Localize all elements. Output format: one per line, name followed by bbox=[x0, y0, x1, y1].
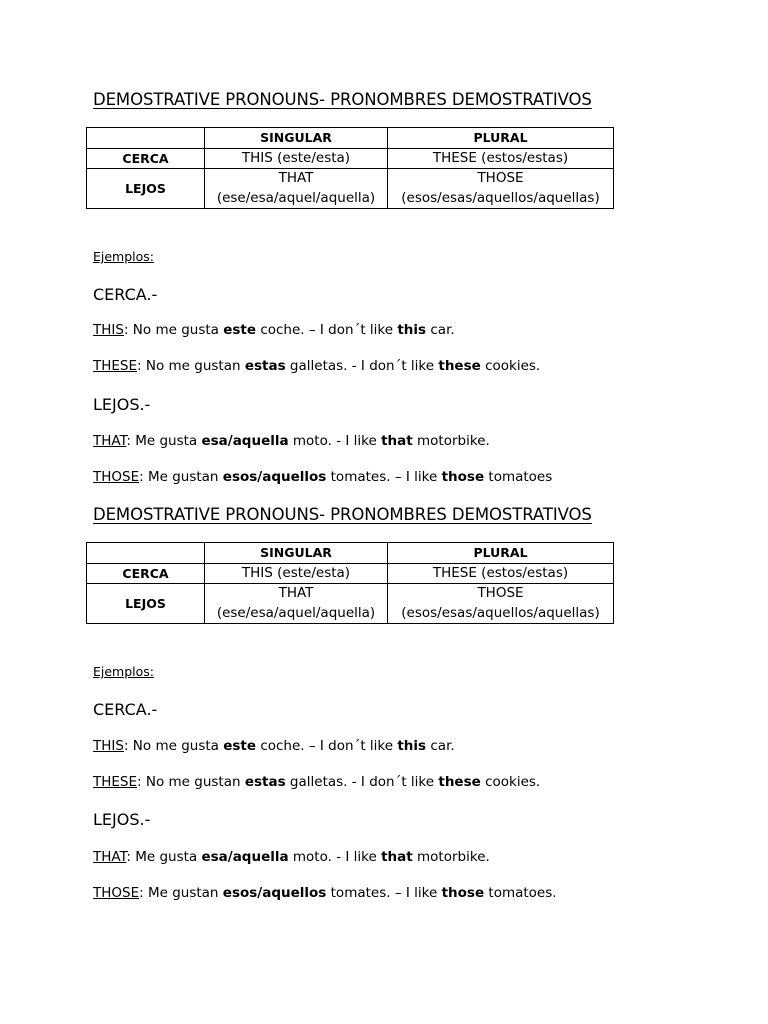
far-heading: LEJOS.- bbox=[93, 810, 151, 829]
example-text: car. bbox=[426, 738, 455, 754]
example-label: THIS bbox=[93, 738, 124, 754]
example-text: motorbike. bbox=[412, 849, 490, 865]
example-this bbox=[93, 322, 455, 338]
example-text: : No me gustan bbox=[137, 774, 245, 790]
example-bold: estas bbox=[244, 774, 286, 790]
cell-singular-near: THIS (este/esta) bbox=[205, 148, 388, 169]
example-text: : No me gustan bbox=[137, 358, 245, 374]
cell-line: (esos/esas/aquellos/aquellas) bbox=[401, 189, 600, 206]
cell-singular-near: THIS (este/esta) bbox=[205, 563, 388, 584]
table-header-row bbox=[87, 128, 614, 149]
table-header-empty bbox=[87, 128, 205, 149]
example-text: : Me gusta bbox=[126, 433, 202, 449]
page-title: DEMOSTRATIVE PRONOUNS- PRONOMBRES DEMOSTRATIVOS bbox=[93, 505, 592, 524]
example-bold: those bbox=[441, 885, 485, 901]
example-bold: this bbox=[397, 322, 427, 338]
example-those bbox=[93, 469, 552, 485]
example-bold: esa/aquella bbox=[201, 433, 289, 449]
cell-line: THOSE bbox=[477, 585, 524, 601]
cell-plural-far bbox=[388, 169, 614, 209]
cell-line: THOSE bbox=[477, 170, 524, 186]
cell-line: THAT bbox=[278, 585, 314, 601]
example-text: coche. – I don´t like bbox=[256, 738, 398, 754]
cell-line: THAT bbox=[278, 170, 314, 186]
example-text: cookies. bbox=[480, 774, 541, 790]
example-text: tomates. – I like bbox=[326, 885, 442, 901]
cell-line: (ese/esa/aquel/aquella) bbox=[216, 604, 376, 621]
near-heading: CERCA.- bbox=[93, 700, 158, 719]
example-bold: estas bbox=[244, 358, 286, 374]
row-label-lejos: LEJOS bbox=[87, 169, 205, 209]
example-bold: esos/aquellos bbox=[222, 469, 327, 485]
example-label: THAT bbox=[93, 849, 127, 865]
row-label-lejos: LEJOS bbox=[87, 584, 205, 624]
example-bold: esos/aquellos bbox=[222, 885, 327, 901]
example-bold: those bbox=[441, 469, 485, 485]
page-title: DEMOSTRATIVE PRONOUNS- PRONOMBRES DEMOSTRATIVOS bbox=[93, 90, 592, 109]
cell-line: (ese/esa/aquel/aquella) bbox=[216, 189, 376, 206]
example-text: : Me gustan bbox=[139, 469, 223, 485]
example-text: galletas. - I don´t like bbox=[285, 774, 439, 790]
example-text: motorbike. bbox=[412, 433, 490, 449]
example-these bbox=[93, 774, 540, 790]
examples-label: Ejemplos: bbox=[93, 664, 155, 679]
example-these bbox=[93, 358, 540, 374]
example-that bbox=[93, 849, 490, 865]
cell-plural-near: THESE (estos/estas) bbox=[388, 148, 614, 169]
table-header-singular: SINGULAR bbox=[205, 543, 388, 564]
example-text: : Me gusta bbox=[126, 849, 202, 865]
table-header-plural: PLURAL bbox=[388, 543, 614, 564]
table-header-empty bbox=[87, 543, 205, 564]
example-text: cookies. bbox=[480, 358, 541, 374]
example-those bbox=[93, 885, 557, 901]
example-label: THIS bbox=[93, 322, 124, 338]
far-heading: LEJOS.- bbox=[93, 395, 151, 414]
cell-singular-far bbox=[205, 584, 388, 624]
example-label: THAT bbox=[93, 433, 127, 449]
example-text: car. bbox=[426, 322, 455, 338]
example-bold: these bbox=[438, 774, 481, 790]
table-header-singular: SINGULAR bbox=[205, 128, 388, 149]
table-row bbox=[87, 148, 614, 169]
example-bold: that bbox=[381, 433, 413, 449]
row-label-cerca: CERCA bbox=[87, 148, 205, 169]
example-bold: these bbox=[438, 358, 481, 374]
example-text: : Me gustan bbox=[139, 885, 223, 901]
example-label: THOSE bbox=[93, 469, 140, 485]
example-label: THESE bbox=[93, 358, 138, 374]
examples-label: Ejemplos: bbox=[93, 249, 155, 264]
table-row bbox=[87, 169, 614, 209]
example-bold: este bbox=[223, 738, 257, 754]
example-text: : No me gusta bbox=[123, 738, 224, 754]
pronoun-table bbox=[86, 127, 614, 209]
cell-singular-far bbox=[205, 169, 388, 209]
example-text: tomatoes. bbox=[484, 885, 557, 901]
example-text: moto. - I like bbox=[288, 849, 382, 865]
table-row bbox=[87, 563, 614, 584]
example-label: THOSE bbox=[93, 885, 140, 901]
table-header-row bbox=[87, 543, 614, 564]
example-text: galletas. - I don´t like bbox=[285, 358, 439, 374]
example-bold: that bbox=[381, 849, 413, 865]
example-text: tomates. – I like bbox=[326, 469, 442, 485]
example-bold: este bbox=[223, 322, 257, 338]
example-bold: this bbox=[397, 738, 427, 754]
example-label: THESE bbox=[93, 774, 138, 790]
cell-plural-near: THESE (estos/estas) bbox=[388, 563, 614, 584]
near-heading: CERCA.- bbox=[93, 285, 158, 304]
example-text: tomatoes bbox=[484, 469, 553, 485]
example-text: : No me gusta bbox=[123, 322, 224, 338]
example-bold: esa/aquella bbox=[201, 849, 289, 865]
table-header-plural: PLURAL bbox=[388, 128, 614, 149]
example-that bbox=[93, 433, 490, 449]
example-text: moto. - I like bbox=[288, 433, 382, 449]
pronoun-table bbox=[86, 542, 614, 624]
table-row bbox=[87, 584, 614, 624]
row-label-cerca: CERCA bbox=[87, 563, 205, 584]
cell-plural-far bbox=[388, 584, 614, 624]
example-text: coche. – I don´t like bbox=[256, 322, 398, 338]
example-this bbox=[93, 738, 455, 754]
cell-line: (esos/esas/aquellos/aquellas) bbox=[401, 604, 600, 621]
